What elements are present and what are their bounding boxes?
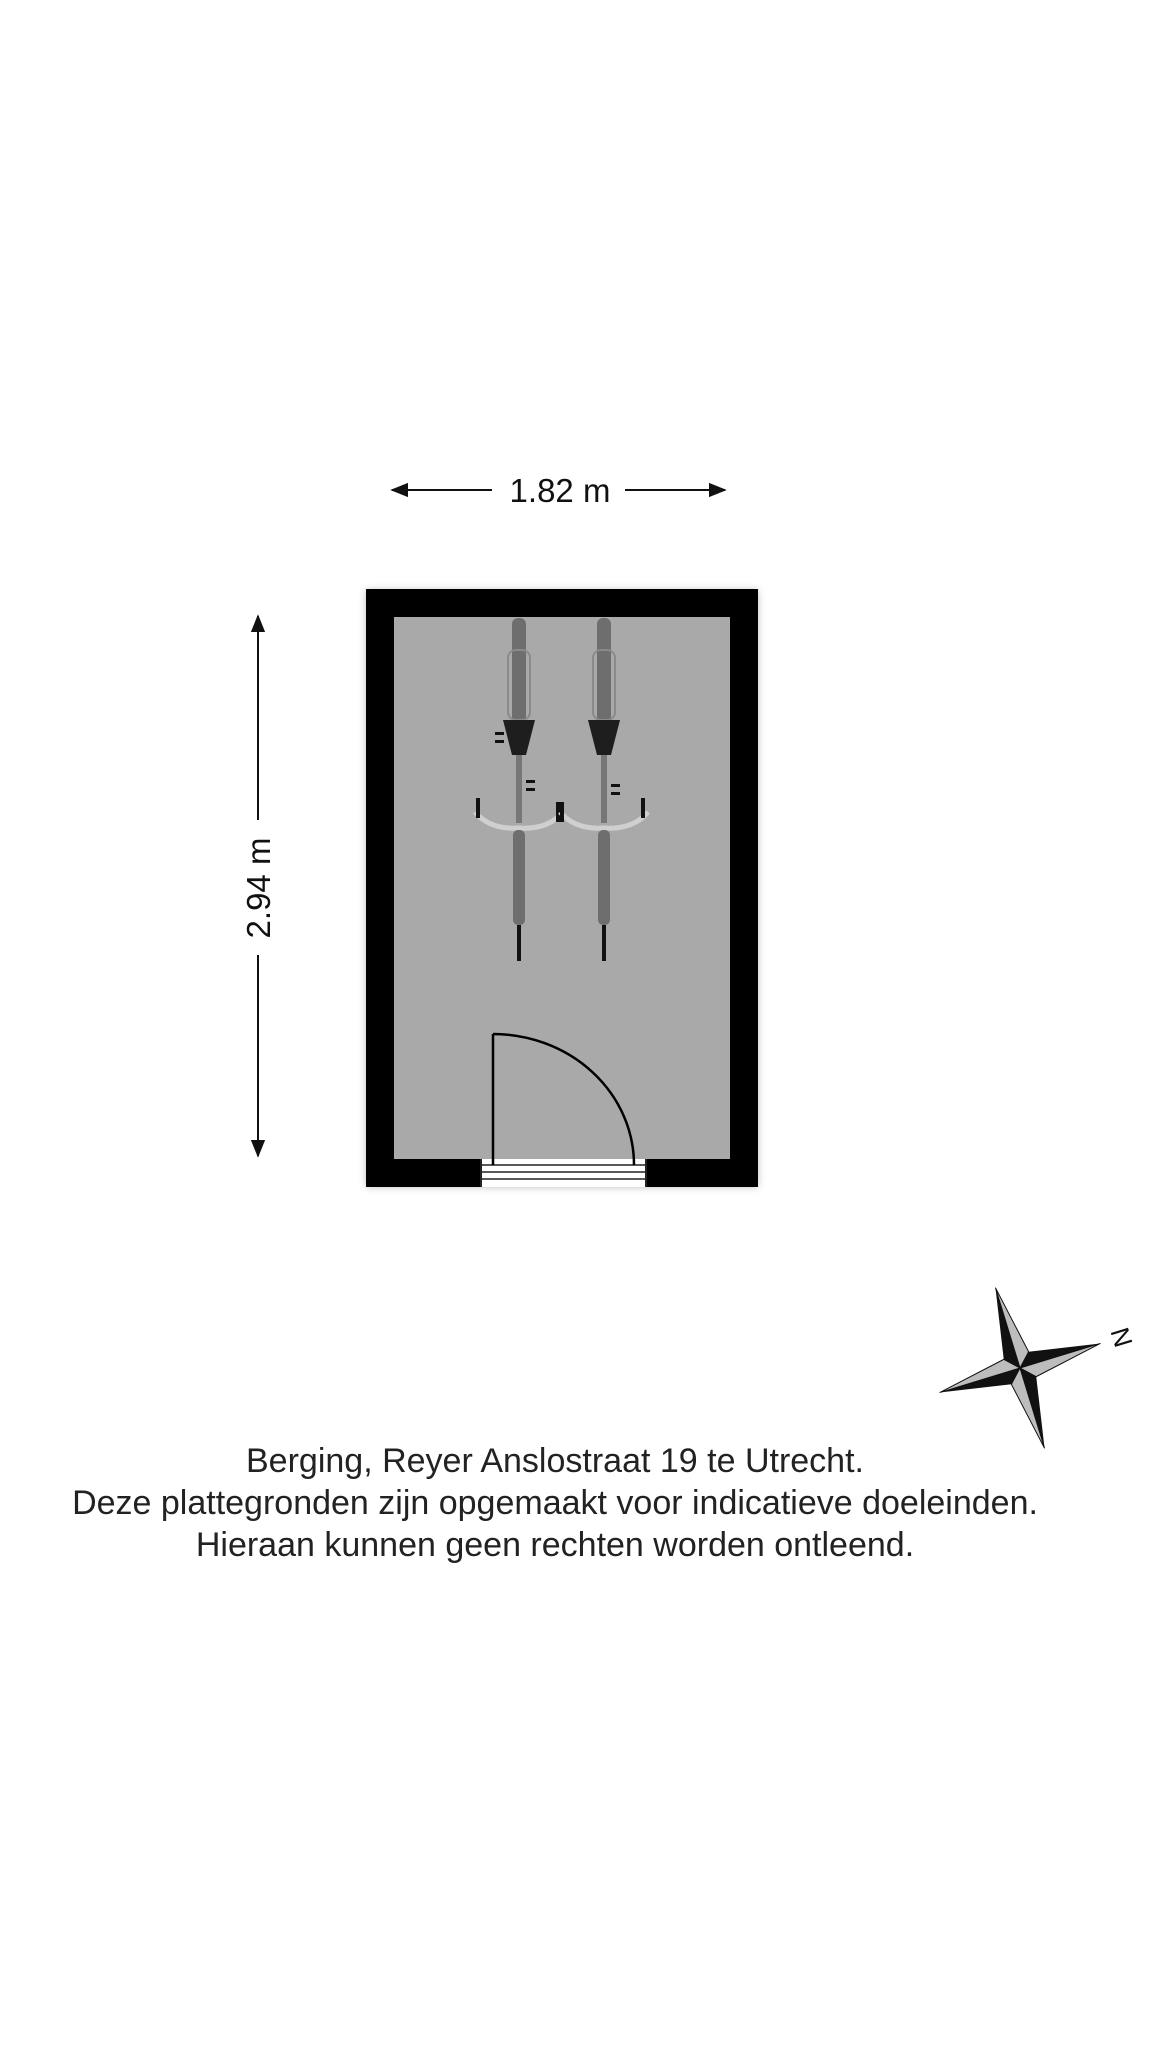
caption-line-2: Deze plattegronden zijn opgemaakt voor indicatieve doeleinden.	[72, 1484, 1038, 1522]
compass-north-letter: N	[1104, 1324, 1139, 1351]
depth-label: 2.94 m	[240, 837, 277, 939]
storage-room	[366, 589, 758, 1187]
depth-dimension	[240, 616, 277, 1156]
door-threshold	[481, 1159, 646, 1187]
caption	[0, 1440, 1110, 1566]
caption-line-3: Hieraan kunnen geen rechten worden ontleend.	[195, 1526, 915, 1564]
width-label: 1.82 m	[509, 472, 611, 509]
width-dimension	[392, 472, 725, 509]
caption-line-1: Berging, Reyer Anslostraat 19 te Utrecht.	[246, 1442, 864, 1480]
room-floor	[394, 617, 730, 1159]
